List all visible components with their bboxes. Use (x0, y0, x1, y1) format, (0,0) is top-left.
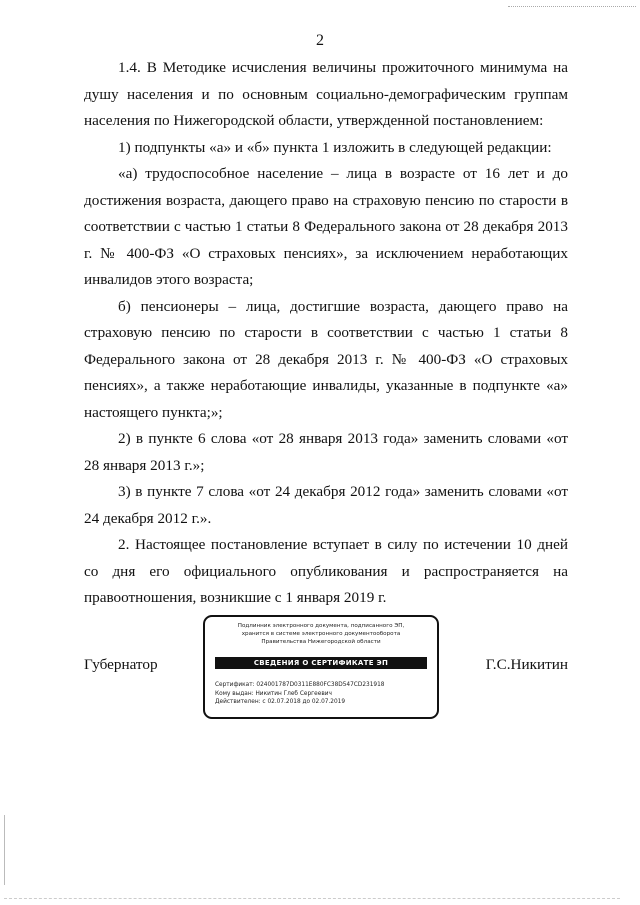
document-body (84, 55, 568, 612)
stamp-certificate: Сертификат: 024001787D0311E880FC38D547CD231918 (215, 682, 385, 688)
electronic-signature-stamp (203, 615, 439, 719)
stamp-header-line: Правительства Нижегородской области (261, 639, 381, 645)
stamp-certificate-info (215, 681, 431, 707)
scan-border-left (4, 815, 5, 885)
paragraph-item-b: б) пенсионеры – лица, достигшие возраста, дающего право на страховую пенсию по старости в соответствии с частью 1 статьи 8 Федерального закона от 28 декабря 2013 г. № 400-ФЗ «О страховых пенсиях», а также неработающие инвалиды, указанные в подпункте «а» настоящего пункта;»; (84, 297, 568, 421)
paragraph-item-a: «а) трудоспособное население – лица в возрасте от 16 лет и до достижения возраста, дающего право на страховую пенсию по старости в соответствии с частью 1 статьи 8 Федерального закона от 28 декабря 2013 г. № 400-ФЗ «О страховых пенсиях», за исключением неработающих инвалидов этого возраста; (84, 165, 568, 288)
scan-border-top (508, 6, 636, 7)
stamp-header (211, 622, 431, 646)
paragraph-subitem-1: 1) подпункты «а» и «б» пункта 1 изложить в следующей редакции: (118, 138, 552, 156)
scan-border-bottom (4, 898, 620, 899)
paragraph-subitem-3: 3) в пункте 7 слова «от 24 декабря 2012 года» заменить словами «от 24 декабря 2012 г.». (84, 483, 568, 527)
stamp-title: СВЕДЕНИЯ О СЕРТИФИКАТЕ ЭП (215, 657, 427, 669)
signatory-position: Губернатор (84, 656, 158, 673)
paragraph-subitem-2: 2) в пункте 6 слова «от 28 января 2013 года» заменить словами «от 28 января 2013 г.»; (84, 430, 568, 474)
page-number: 2 (316, 32, 324, 49)
stamp-issued-to: Кому выдан: Никитин Глеб Сергеевич (215, 690, 332, 697)
stamp-header-line: Подлинник электронного документа, подписанного ЭП, (237, 623, 405, 629)
signatory-name: Г.С.Никитин (485, 656, 568, 673)
stamp-validity: Действителен: с 02.07.2018 до 02.07.2019 (215, 699, 346, 705)
paragraph-2: 2. Настоящее постановление вступает в силу по истечении 10 дней со дня его официального опубликования и распространяется на правоотношения, возникшие с 1 января 2019 г. (84, 536, 568, 606)
stamp-header-line: хранится в системе электронного документооборота (241, 631, 401, 637)
paragraph-1-4: 1.4. В Методике исчисления величины прожиточного минимума на душу населения и по основным социально-демографическим группам населения по Нижегородской области, утвержденной постановлением: (84, 59, 568, 129)
